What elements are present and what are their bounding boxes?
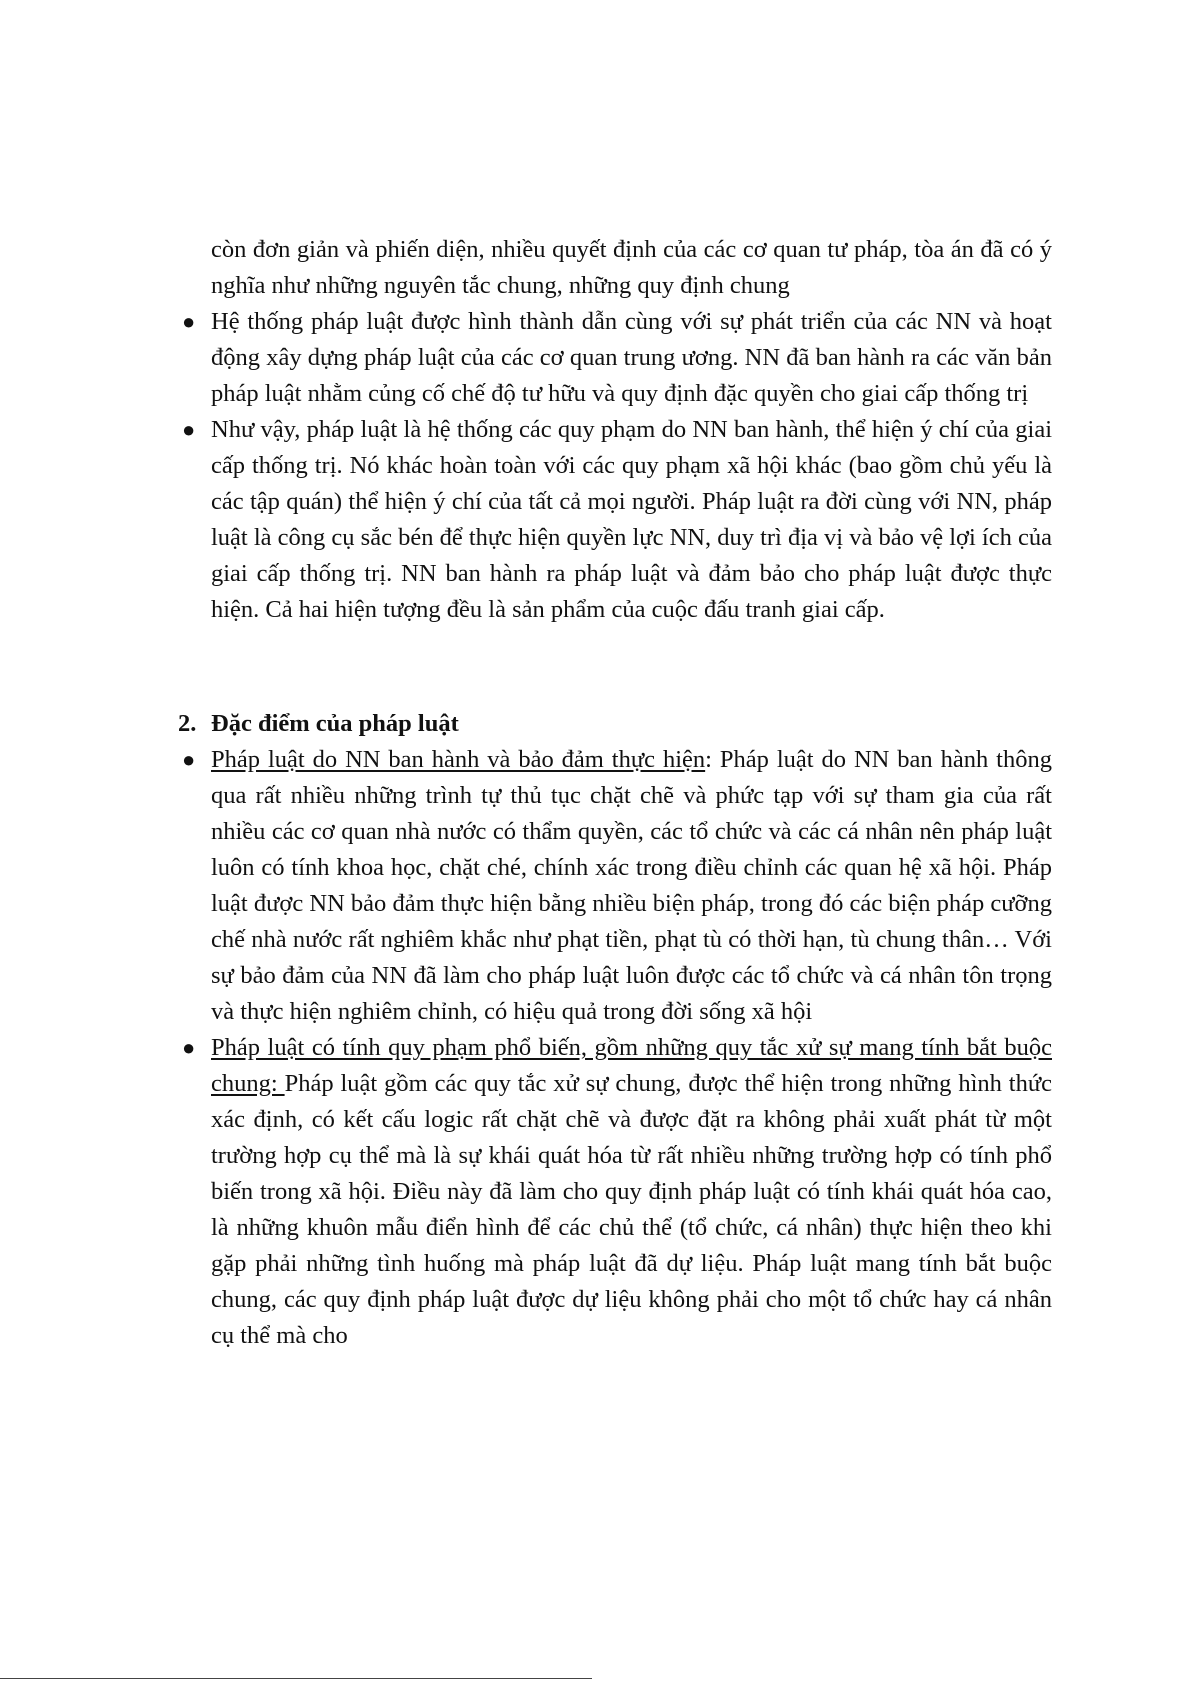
list-item-text: Hệ thống pháp luật được hình thành dẫn cùng với sự phát triển của các NN và hoạt động xây dựng pháp luật của các cơ quan trung ương. NN đã ban hành ra các văn bản pháp luật nhằm củng cố chế độ tư hữu và quy định đặc quyền cho giai cấp thống trị [211,308,1052,407]
list-item [178,412,1052,628]
bullet-icon: ● [182,417,196,442]
bullet-icon: ● [182,747,196,772]
section-title: Đặc điểm của pháp luật [211,710,459,737]
feature-body: : Pháp luật do NN ban hành thông qua rất nhiều những trình tự thủ tục chặt chẽ và phức tạp với sự tham gia của rất nhiều các cơ quan nhà nước có thẩm quyền, các tổ chức và các cá nhân nên pháp luật luôn có tính khoa học, chặt ché, chính xác trong điều chỉnh các quan hệ xã hội. Pháp luật được NN bảo đảm thực hiện bằng nhiều biện pháp, trong đó các biện pháp cưỡng chế nhà nước rất nghiêm khắc như phạt tiền, phạt tù có thời hạn, tù chung thân… Với sự bảo đảm của NN đã làm cho pháp luật luôn được các tổ chức và cá nhân tôn trọng và thực hiện nghiêm chỉnh, có hiệu quả trong đời sống xã hội [211,746,1052,1025]
document-body [178,232,1052,1354]
section-number: 2. [178,710,197,737]
feature-title: Pháp luật do NN ban hành và bảo đảm thực hiện [211,746,706,773]
continuation-paragraph: còn đơn giản và phiến diện, nhiều quyết định của các cơ quan tư pháp, tòa án đã có ý nghĩa như những nguyên tắc chung, những quy định chung [211,236,1052,299]
list-item [178,304,1052,412]
feature-body: Pháp luật gồm các quy tắc xử sự chung, được thể hiện trong những hình thức xác định, có kết cấu logic rất chặt chẽ và được đặt ra không phải xuất phát từ một trường hợp cụ thể mà là sự khái quát hóa từ rất nhiều những trường hợp có tính phổ biến trong xã hội. Điều này đã làm cho quy định pháp luật có tính khái quát hóa cao, là những khuôn mẫu điển hình để các chủ thể (tổ chức, cá nhân) thực hiện theo khi gặp phải những tình huống mà pháp luật đã dự liệu. Pháp luật mang tính bắt buộc chung, các quy định pháp luật được dự liệu không phải cho một tổ chức hay cá nhân cụ thể mà cho [211,1070,1052,1349]
section-heading [178,706,1052,742]
feature-title: Pháp luật có tính quy phạm phổ biến, gồm những quy tắc xử sự mang tính bắt buộc chung: [211,1034,1052,1097]
footer-divider [0,1678,592,1679]
list-item-text: Như vậy, pháp luật là hệ thống các quy phạm do NN ban hành, thể hiện ý chí của giai cấp thống trị. Nó khác hoàn toàn với các quy phạm xã hội khác (bao gồm chủ yếu là các tập quán) thể hiện ý chí của tất cả mọi người. Pháp luật ra đời cùng với NN, pháp luật là công cụ sắc bén để thực hiện quyền lực NN, duy trì địa vị và bảo vệ lợi ích của giai cấp thống trị. NN ban hành ra pháp luật và đảm bảo cho pháp luật được thực hiện. Cả hai hiện tượng đều là sản phẩm của cuộc đấu tranh giai cấp. [211,416,1052,623]
section-spacer [178,628,1052,706]
feature-item [178,742,1052,1030]
bullet-icon: ● [182,1035,196,1060]
bullet-icon: ● [182,309,196,334]
feature-item [178,1030,1052,1354]
